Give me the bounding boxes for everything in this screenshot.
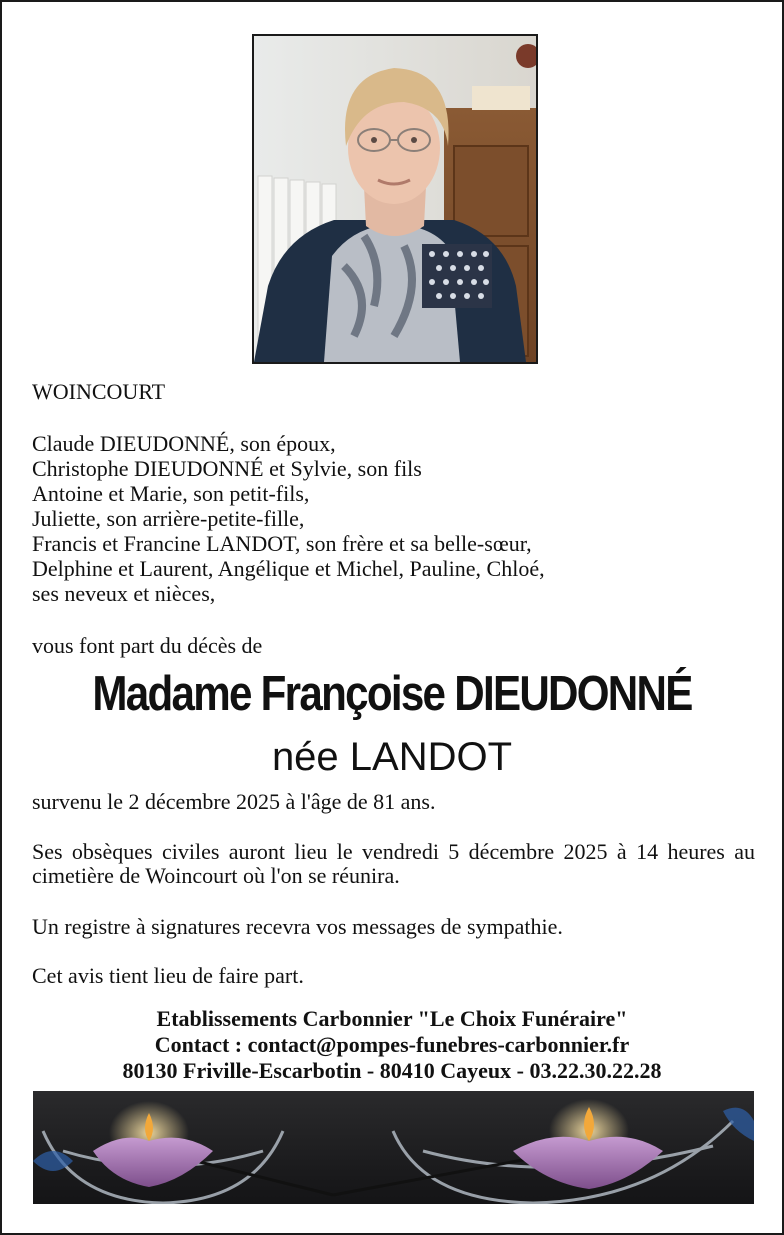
death-info: survenu le 2 décembre 2025 à l'âge de 81 ans. bbox=[32, 789, 436, 814]
family-line-6: Delphine et Laurent, Angélique et Michel, Pauline, Chloé, bbox=[32, 556, 545, 581]
deceased-name: Madame Françoise DIEUDONNÉ bbox=[92, 667, 692, 721]
candles-banner-image bbox=[33, 1091, 754, 1204]
funeral-home-address: 80130 Friville-Escarbotin - 80410 Cayeux - 03.22.30.22.28 bbox=[122, 1058, 662, 1083]
family-line-1: Claude DIEUDONNÉ, son époux, bbox=[32, 431, 336, 456]
family-line-5: Francis et Francine LANDOT, son frère et sa belle-sœur, bbox=[32, 531, 532, 556]
town-name: WOINCOURT bbox=[32, 379, 166, 404]
family-line-7: ses neveux et nièces, bbox=[32, 581, 216, 606]
family-line-4: Juliette, son arrière-petite-fille, bbox=[32, 506, 305, 531]
register-note: Un registre à signatures recevra vos messages de sympathie. bbox=[32, 914, 563, 939]
maiden-name: née LANDOT bbox=[271, 735, 513, 779]
ceremony-details: Ses obsèques civiles auront lieu le vendredi 5 décembre 2025 à 14 heures au cimetière de Woincourt où l'on se réunira. bbox=[32, 839, 755, 888]
funeral-home-block bbox=[2, 1006, 782, 1084]
funeral-home-contact: Contact : contact@pompes-funebres-carbonnier.fr bbox=[154, 1032, 630, 1057]
portrait-photo bbox=[252, 34, 538, 364]
family-line-3: Antoine et Marie, son petit-fils, bbox=[32, 481, 310, 506]
closing-note: Cet avis tient lieu de faire part. bbox=[32, 963, 304, 988]
family-line-2: Christophe DIEUDONNÉ et Sylvie, son fils bbox=[32, 456, 422, 481]
funeral-home-name: Etablissements Carbonnier "Le Choix Funéraire" bbox=[156, 1006, 628, 1031]
announcement-intro: vous font part du décès de bbox=[32, 633, 263, 658]
